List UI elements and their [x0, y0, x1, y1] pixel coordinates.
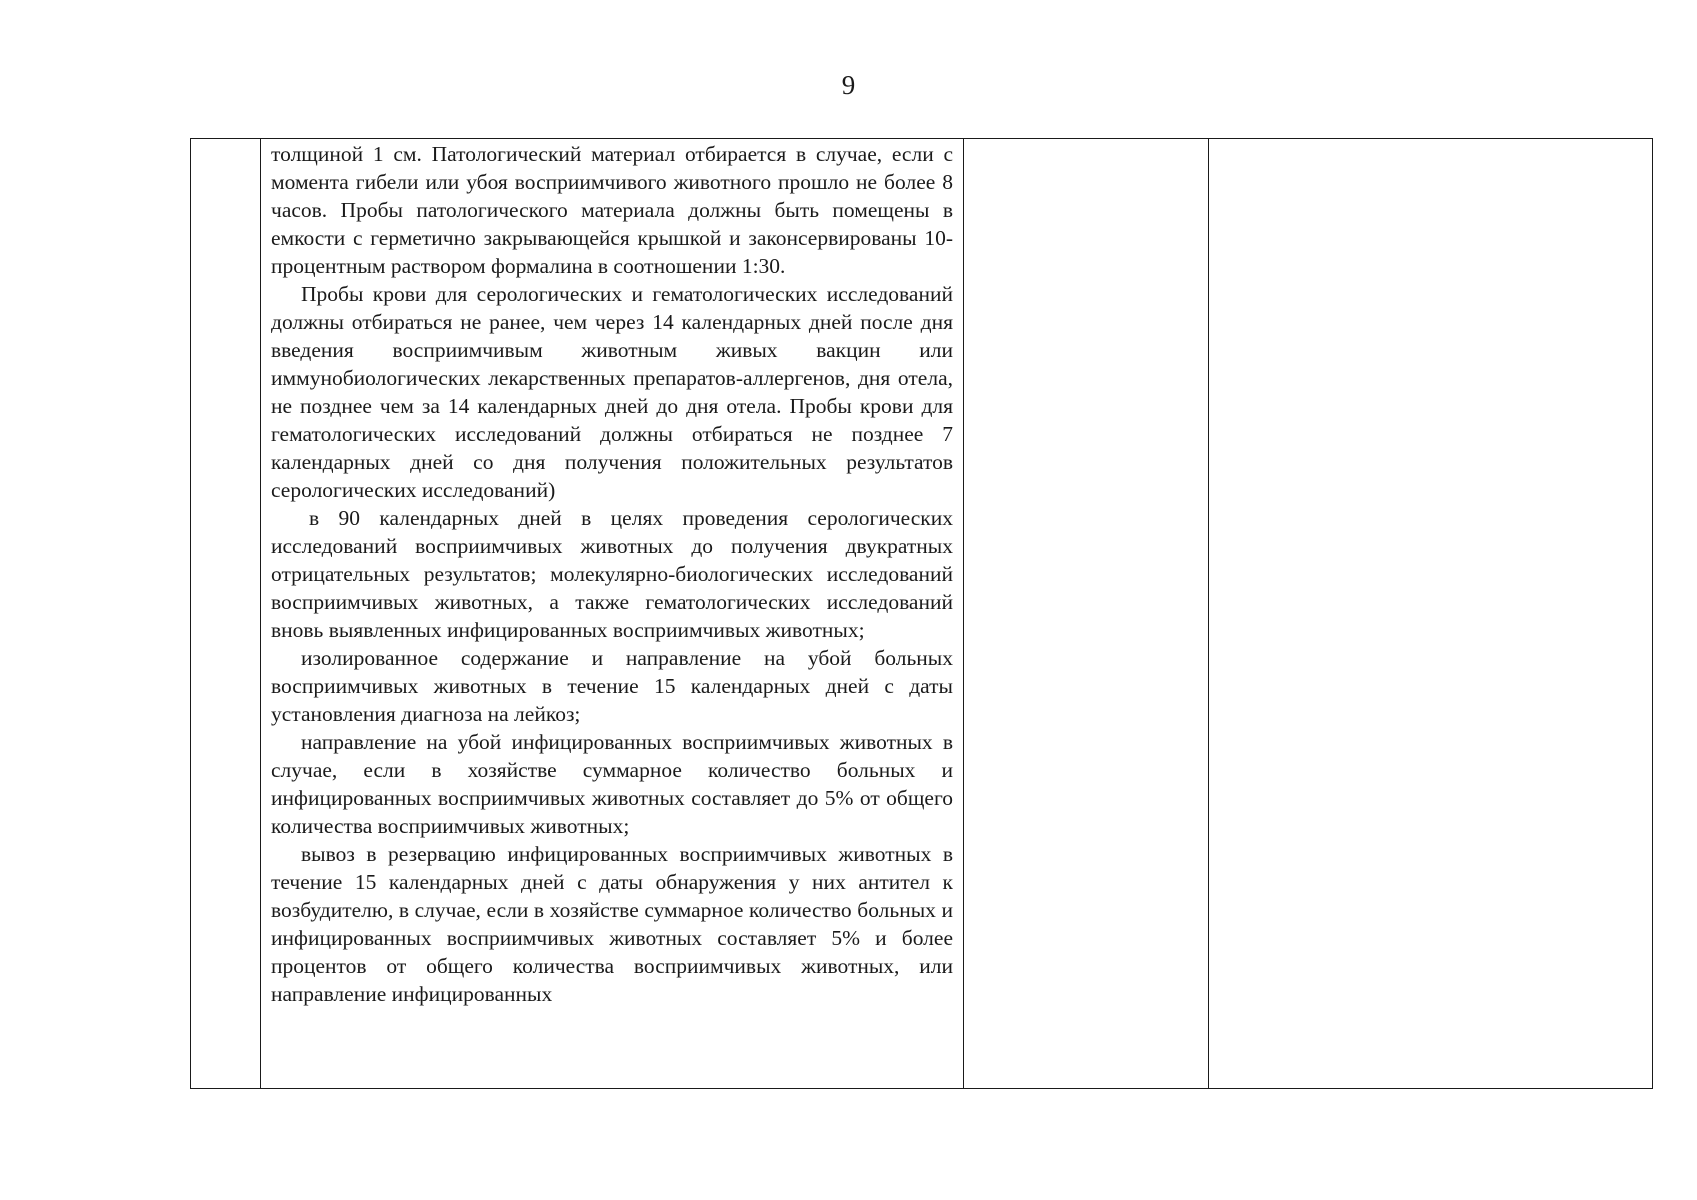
paragraph-reservation: вывоз в резервацию инфицированных восприимчивых животных в течение 15 календарных дней с даты обнаружения у них антител к возбудителю, в случае, если в хозяйстве суммарное количество больных и инфицированных восприимчивых животных составляет 5% и более процентов от общего количества восприимчивых животных, или направление инфицированных: [271, 842, 953, 1006]
paragraph-slaughter: направление на убой инфицированных восприимчивых животных в случае, если в хозяйстве суммарное количество больных и инфицированных восприимчивых животных составляет до 5% от общего количества восприимчивых животных;: [271, 730, 953, 838]
paragraph-pathological-material: толщиной 1 см. Патологический материал отбирается в случае, если с момента гибели или убоя восприимчивого животного прошло не более 8 часов. Пробы патологического материала должны быть помещены в емкости с герметично закрывающейся крышкой и законсервированы 10-процентным раствором формалина в соотношении 1:30.: [271, 142, 953, 278]
page-number: 9: [841, 70, 856, 100]
table-cell-column-4: [1208, 139, 1652, 1088]
table-cell-number: [191, 139, 260, 1088]
paragraph-isolation: изолированное содержание и направление на убой больных восприимчивых животных в течение 15 календарных дней с даты установления диагноза на лейкоз;: [271, 646, 953, 726]
document-table: [190, 138, 1653, 1089]
table-cell-column-3: [963, 139, 1208, 1088]
paragraph-90-days: в 90 календарных дней в целях проведения серологических исследований восприимчивых животных до получения двукратных отрицательных результатов; молекулярно-биологических исследований восприимчивых животных, а также гематологических исследований вновь выявленных инфицированных восприимчивых животных;: [271, 506, 953, 642]
table-cell-measures-text: [260, 139, 963, 1088]
paragraph-blood-samples: Пробы крови для серологических и гематологических исследований должны отбираться не ранее, чем через 14 календарных дней после дня введения восприимчивым животным живых вакцин или иммунобиологических лекарственных препаратов-аллергенов, дня отела, не позднее чем за 14 календарных дней до дня отела. Пробы крови для гематологических исследований должны отбираться не позднее 7 календарных дней со дня получения положительных результатов серологических исследований): [271, 282, 953, 502]
